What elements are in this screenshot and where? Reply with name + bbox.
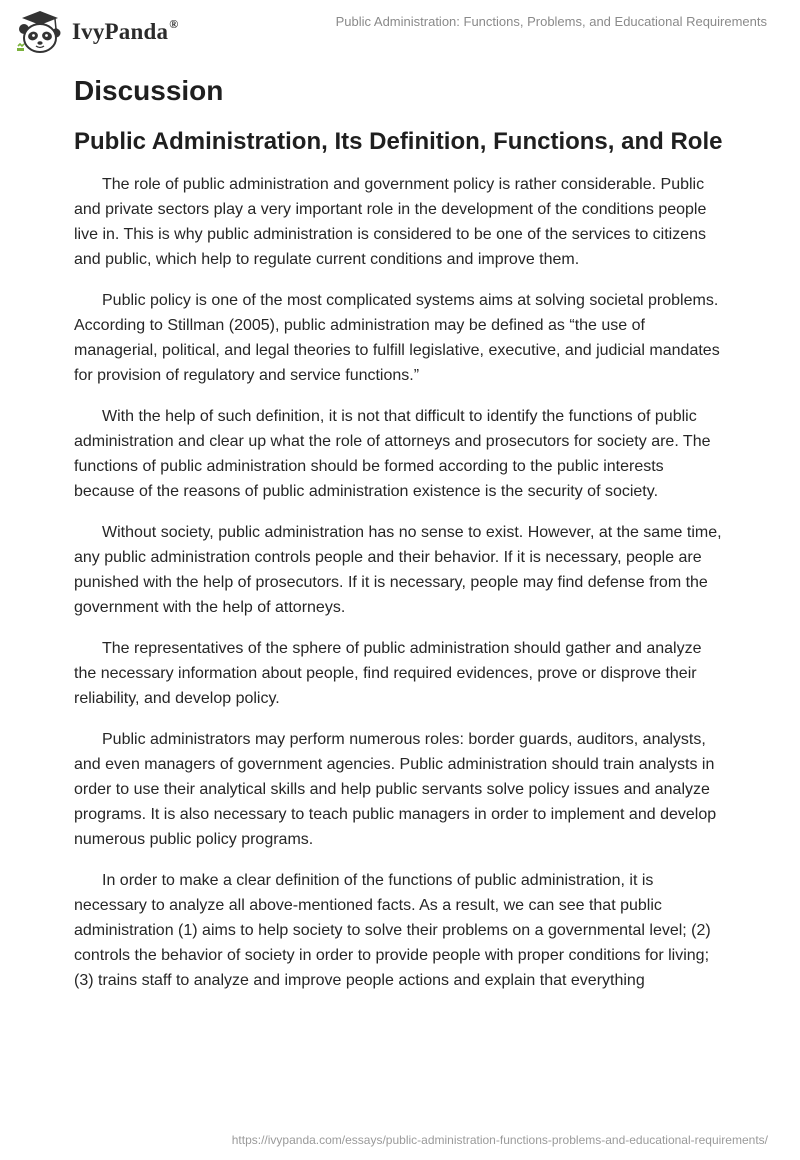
paragraph: Public policy is one of the most complicated systems aims at solving societal problems. According to Stillman (2005), public administration may be defined as “the use of managerial, political, and legal theories to fulfill legislative, executive, and judicial mandates for provision of regulatory and service functions.” (74, 292, 720, 384)
registered-mark: ® (169, 17, 179, 31)
section-heading: Discussion (74, 75, 224, 106)
paragraph: In order to make a clear definition of the functions of public administration, it is necessary to analyze all above-mentioned facts. As a result, we can see that public administration (1) aims to help society to solve their problems on a governmental level; (2) controls the behavior of society in order to provide people with proper conditions for living; (3) trains staff to analyze and improve people actions and explain that everything (74, 872, 711, 989)
subsection-heading: Public Administration, Its Definition, Functions, and Role (74, 128, 723, 155)
paragraph: Without society, public administration has no sense to exist. However, at the same time, any public administration controls people and their behavior. If it is necessary, people are punished with the help of prosecutors. If it is necessary, people may find defense from the government with the help of attorneys. (74, 524, 722, 616)
document-title: Public Administration: Functions, Problems, and Educational Requirements (335, 14, 767, 29)
paragraph: The representatives of the sphere of public administration should gather and analyze the necessary information about people, find required evidences, prove or disprove their reliability, and develop policy. (74, 640, 702, 707)
paragraph: Public administrators may perform numerous roles: border guards, auditors, analysts, and even managers of government agencies. Public administration should train analysts in order to use their analytical skills and help public servants solve policy issues and analyze programs. It is also necessary to teach public managers in order to implement and develop numerous public policy programs. (74, 731, 717, 848)
panda-graduate-icon (14, 10, 66, 54)
ivypanda-logo[interactable] (14, 10, 178, 54)
essay-content (74, 68, 728, 993)
paragraph: The role of public administration and government policy is rather considerable. Public and private sectors play a very important role in the development of the conditions people live in. This is why public administration is considered to be one of the services to citizens and public, which help to regulate current conditions and improve them. (74, 176, 707, 268)
source-url[interactable]: https://ivypanda.com/essays/public-administration-functions-problems-and-educational-requirements/ (231, 1133, 768, 1147)
paragraph: With the help of such definition, it is not that difficult to identify the functions of public administration and clear up what the role of attorneys and prosecutors for society are. The functions of public administration should be formed according to the public interests because of the reasons of public administration existence is the security of society. (74, 408, 711, 500)
page-header (0, 0, 800, 70)
brand-name: IvyPanda® (72, 17, 179, 44)
